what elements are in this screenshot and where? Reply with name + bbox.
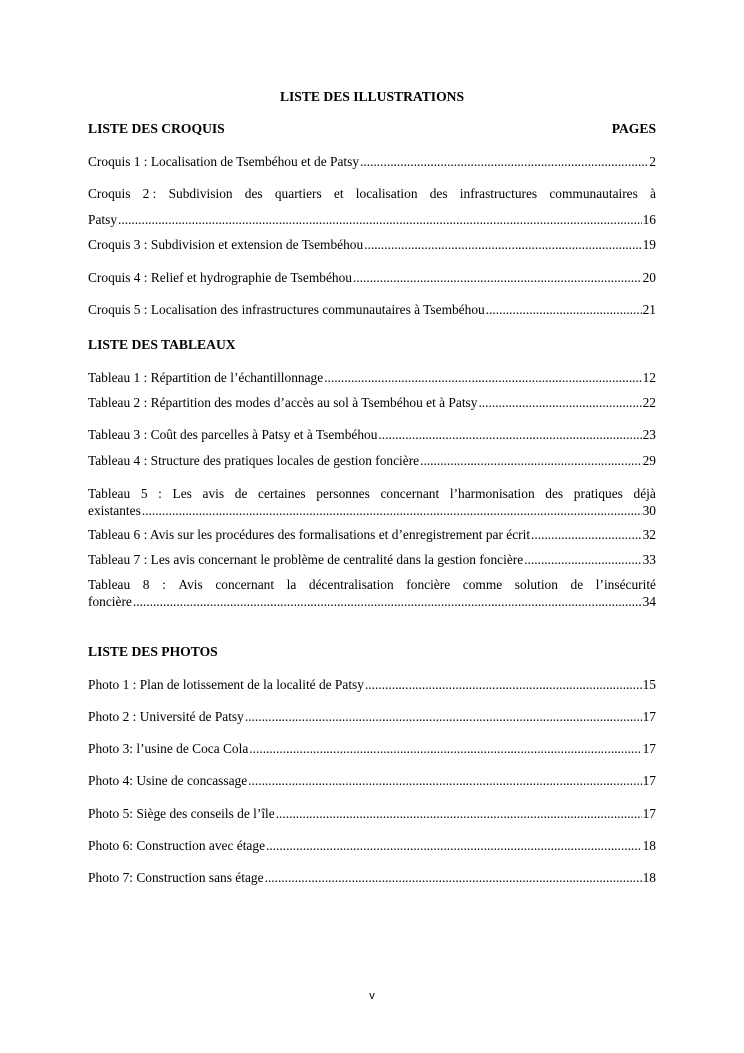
entry-page: 22 <box>642 395 656 410</box>
entry-label: Croquis 5 : Localisation des infrastructures communautaires à Tsembéhou <box>88 302 485 317</box>
toc-entry-tableau-7[interactable] <box>88 552 656 568</box>
toc-entry-photo-2[interactable] <box>88 709 656 725</box>
entry-label: Photo 7: Construction sans étage <box>88 870 264 885</box>
dot-leader <box>142 503 642 519</box>
page-title: LISTE DES ILLUSTRATIONS <box>279 89 465 104</box>
toc-entry-photo-4[interactable] <box>88 773 656 789</box>
entry-label: Photo 5: Siège des conseils de l’île <box>88 806 275 821</box>
dot-leader <box>486 302 642 318</box>
dot-leader <box>245 709 642 725</box>
page-number: v <box>369 990 375 1002</box>
toc-entry-tableau-5[interactable] <box>88 486 656 519</box>
toc-entry-photo-6[interactable] <box>88 838 656 854</box>
croquis-section-heading <box>88 121 656 137</box>
entry-page: 17 <box>642 709 656 724</box>
toc-entry-croquis-2[interactable] <box>88 186 656 228</box>
dot-leader <box>324 370 641 386</box>
dot-leader <box>365 677 642 693</box>
pages-label: PAGES <box>611 121 656 136</box>
tableaux-section-heading <box>88 337 656 353</box>
dot-leader <box>524 552 641 568</box>
entry-label: Photo 3: l’usine de Coca Cola <box>88 741 249 756</box>
dot-leader <box>133 594 642 610</box>
croquis-heading: LISTE DES CROQUIS <box>88 121 225 136</box>
entry-label: Photo 6: Construction avec étage <box>88 838 266 853</box>
entry-label: Patsy <box>88 212 118 227</box>
entry-label: Tableau 6 : Avis sur les procédures des formalisations et d’enregistrement par écrit <box>88 527 531 542</box>
dot-leader <box>364 237 641 253</box>
entry-page: 30 <box>642 503 656 518</box>
entry-label: Photo 2 : Université de Patsy <box>88 709 244 724</box>
dot-leader <box>378 427 641 443</box>
entry-label: Croquis 4 : Relief et hydrographie de Tsembéhou <box>88 270 352 285</box>
entry-page: 34 <box>642 594 656 609</box>
entry-label-line1: Tableau 8 : Avis concernant la décentralisation foncière comme solution de l’insécurité <box>88 577 656 592</box>
entry-page: 20 <box>642 270 656 285</box>
entry-label: Photo 1 : Plan de lotissement de la localité de Patsy <box>88 677 364 692</box>
entry-page: 18 <box>642 870 656 885</box>
dot-leader <box>265 870 642 886</box>
tableaux-heading: LISTE DES TABLEAUX <box>88 337 236 352</box>
entry-page: 18 <box>642 838 656 853</box>
dot-leader <box>118 212 642 228</box>
toc-entry-tableau-6[interactable] <box>88 527 656 543</box>
toc-entry-tableau-1[interactable] <box>88 370 656 386</box>
toc-entry-croquis-4[interactable] <box>88 270 656 286</box>
entry-label: Photo 4: Usine de concassage <box>88 773 248 788</box>
entry-page: 12 <box>642 370 656 385</box>
toc-entry-photo-1[interactable] <box>88 677 656 693</box>
entry-page: 17 <box>642 773 656 788</box>
entry-page: 17 <box>642 806 656 821</box>
dot-leader <box>276 806 642 822</box>
toc-entry-photo-7[interactable] <box>88 870 656 886</box>
toc-entry-tableau-2[interactable] <box>88 395 656 411</box>
entry-page: 32 <box>642 527 656 542</box>
photos-heading: LISTE DES PHOTOS <box>88 644 218 659</box>
toc-entry-photo-5[interactable] <box>88 806 656 822</box>
dot-leader <box>420 453 642 469</box>
entry-label: foncière <box>88 594 132 609</box>
entry-label: Tableau 3 : Coût des parcelles à Patsy et à Tsembéhou <box>88 427 378 442</box>
entry-label: Tableau 2 : Répartition des modes d’accès au sol à Tsembéhou et à Patsy <box>88 395 478 410</box>
toc-entry-photo-3[interactable] <box>88 741 656 757</box>
entry-page: 15 <box>642 677 656 692</box>
entry-label: Tableau 1 : Répartition de l’échantillonnage <box>88 370 324 385</box>
entry-label: Croquis 1 : Localisation de Tsembéhou et de Patsy <box>88 154 360 169</box>
toc-entry-tableau-8[interactable] <box>88 577 656 610</box>
dot-leader <box>531 527 642 543</box>
dot-leader <box>266 838 642 854</box>
photos-section-heading <box>88 644 656 660</box>
entry-page: 19 <box>642 237 656 252</box>
dot-leader <box>478 395 641 411</box>
entry-label: existantes <box>88 503 141 518</box>
entry-page: 21 <box>642 302 656 317</box>
entry-page: 16 <box>642 212 656 227</box>
dot-leader <box>353 270 642 286</box>
entry-page: 17 <box>642 741 656 756</box>
entry-page: 29 <box>642 453 656 468</box>
entry-label: Tableau 4 : Structure des pratiques locales de gestion foncière <box>88 453 420 468</box>
dot-leader <box>248 773 641 789</box>
entry-label: Croquis 3 : Subdivision et extension de Tsembéhou <box>88 237 364 252</box>
toc-entry-croquis-1[interactable] <box>88 154 656 170</box>
entry-label-line1: Croquis 2 : Subdivision des quartiers et localisation des infrastructures communautaires à <box>88 186 656 201</box>
toc-entry-tableau-4[interactable] <box>88 453 656 469</box>
entry-page: 23 <box>642 427 656 442</box>
entry-page: 2 <box>649 154 656 169</box>
toc-entry-croquis-3[interactable] <box>88 237 656 253</box>
entry-label-line1: Tableau 5 : Les avis de certaines personnes concernant l’harmonisation des pratiques déjà <box>88 486 656 501</box>
dot-leader <box>360 154 648 170</box>
entry-label: Tableau 7 : Les avis concernant le problème de centralité dans la gestion foncière <box>88 552 524 567</box>
dot-leader <box>249 741 641 757</box>
toc-entry-tableau-3[interactable] <box>88 427 656 443</box>
toc-entry-croquis-5[interactable] <box>88 302 656 318</box>
entry-page: 33 <box>642 552 656 567</box>
